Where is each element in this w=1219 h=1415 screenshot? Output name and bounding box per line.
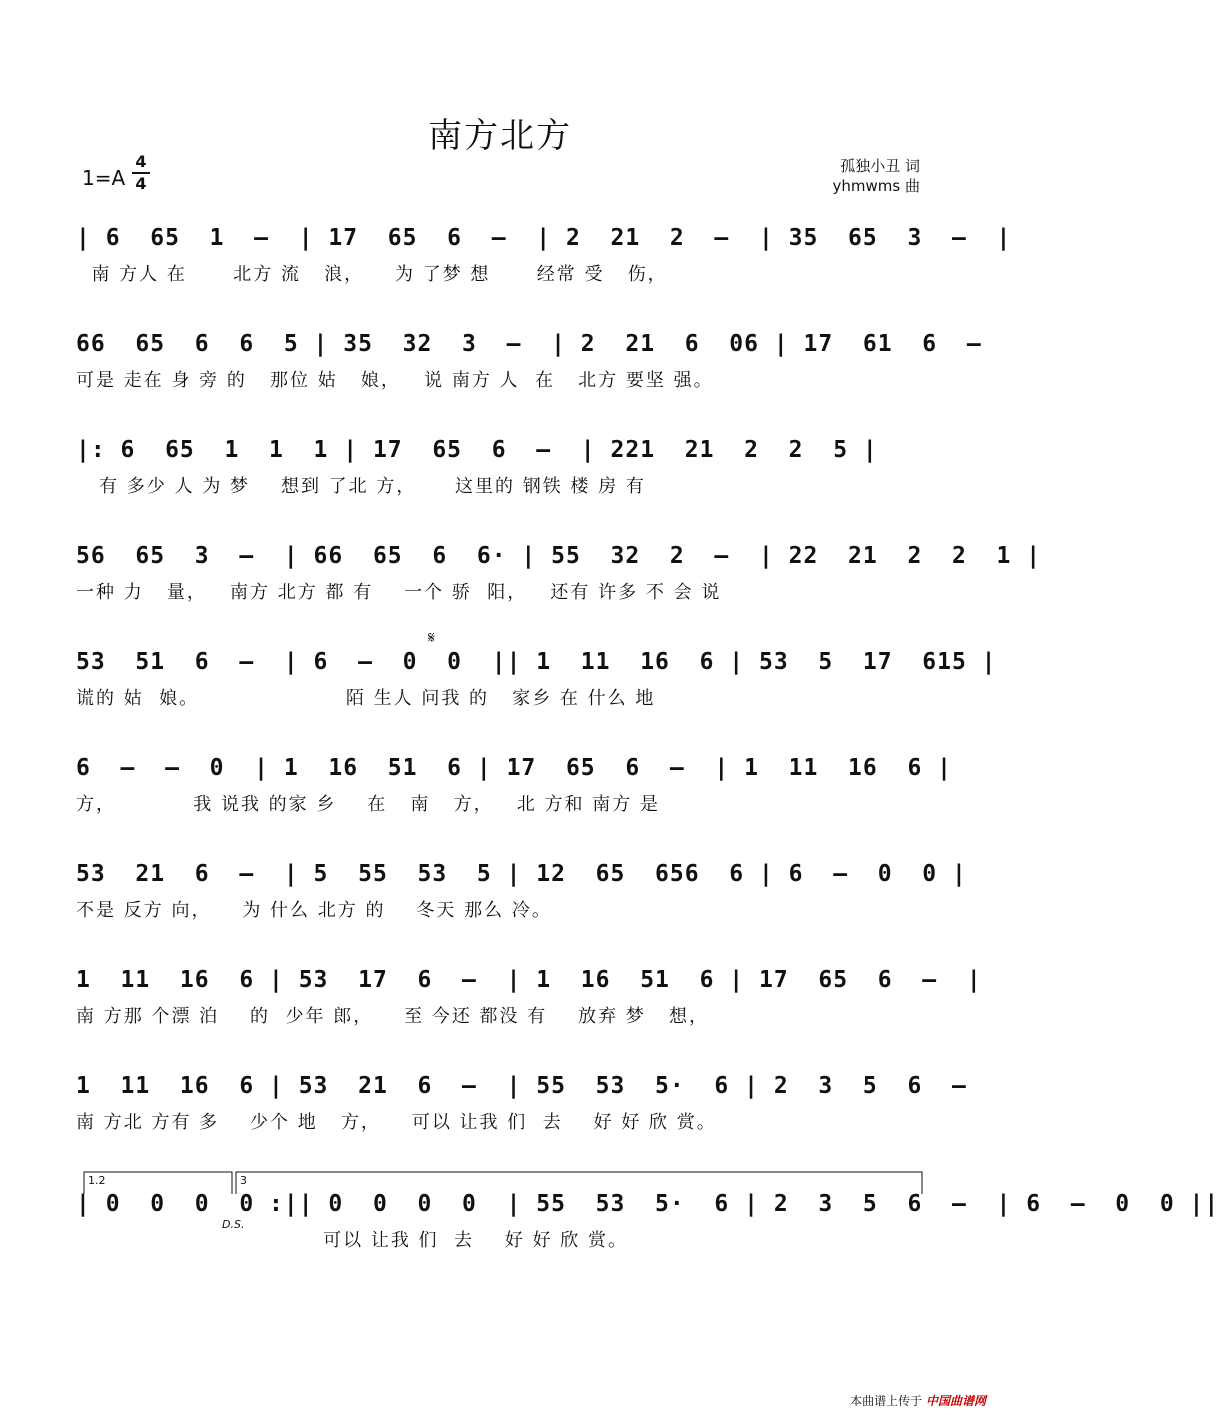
composer-credit: yhmwms 曲	[832, 177, 920, 195]
score-system-2	[0, 324, 1000, 414]
lyrics-line: 可是 走在 身 旁 的 那位 姑 娘， 说 南方 人 在 北方 要坚 强。	[76, 370, 714, 391]
score-system-4	[0, 536, 1042, 626]
key-signature: 1=A	[82, 166, 126, 190]
notation-line: |: 6 65 1 1 1 | 17 65 6 – | 221 21 2 2 5 |	[76, 437, 878, 463]
notation-line: 53 51 6 – | 6 – 0 0 || 1 11 16 6 | 53 5 17 615 |	[76, 649, 997, 675]
lyrics-line: 不是 反方 向， 为 什么 北方 的 冬天 那么 冷。	[76, 900, 552, 921]
lyrics-line: 谎的 姑 娘。 陌 生人 问我 的 家乡 在 什么 地	[76, 688, 656, 709]
notation-line: 56 65 3 – | 66 65 6 6· | 55 32 2 – | 22 21 2 2 1 |	[76, 543, 1042, 569]
segno-sign: 𝄋	[428, 628, 435, 647]
notation-line: 53 21 6 – | 5 55 53 5 | 12 65 656 6 | 6 – 0 0 |	[76, 861, 967, 887]
lyrics-line: 南 方北 方有 多 少个 地 方， 可以 让我 们 去 好 好 欣 赏。	[76, 1112, 717, 1133]
lyrics-line: 南 方那 个漂 泊 的 少年 郎， 至 今还 都没 有 放弃 梦 想，	[76, 1006, 710, 1027]
credits	[833, 156, 920, 196]
score-system-5	[0, 642, 1000, 732]
time-signature-bottom: 4	[135, 174, 147, 193]
lyrics-line: 可以 让我 们 去 好 好 欣 赏。	[76, 1230, 629, 1251]
lyrics-line: 一种 力 量， 南方 北方 都 有 一个 骄 阳， 还有 许多 不 会 说	[76, 582, 722, 603]
ds-mark: D.S.	[222, 1218, 245, 1231]
time-signature-top: 4	[135, 152, 147, 171]
time-signature	[130, 152, 152, 194]
notation-line: 6 – – 0 | 1 16 51 6 | 17 65 6 – | 1 11 16 6 |	[76, 755, 952, 781]
footer-credit	[850, 1392, 986, 1409]
score-system-8	[0, 960, 1000, 1050]
notation-line: 1 11 16 6 | 53 17 6 – | 1 16 51 6 | 17 65 6 – |	[76, 967, 982, 993]
notation-line: 1 11 16 6 | 53 21 6 – | 55 53 5· 6 | 2 3 5 6 –	[76, 1073, 967, 1099]
score-system-7	[0, 854, 1000, 944]
footer-prefix: 本曲谱上传于	[850, 1394, 923, 1408]
lyrics-line: 有 多少 人 为 梦 想到 了北 方， 这里的 钢铁 楼 房 有	[76, 476, 646, 497]
volta-1-label: 1.2	[88, 1174, 106, 1187]
score-system-3	[0, 430, 1000, 520]
notation-line: | 6 65 1 – | 17 65 6 – | 2 21 2 – | 35 65 3 – |	[76, 225, 1012, 251]
volta-2-label: 3	[240, 1174, 247, 1187]
footer-site-logo: 中国曲谱网	[925, 1394, 986, 1408]
score-system-6	[0, 748, 1000, 838]
lyrics-line: 南 方人 在 北方 流 浪， 为 了梦 想 经常 受 伤，	[76, 264, 668, 285]
notation-line: 66 65 6 6 5 | 35 32 3 – | 2 21 6 06 | 17 61 6 –	[76, 331, 982, 357]
notation-line: | 0 0 0 0 :|| 0 0 0 0 | 55 53 5· 6 | 2 3 5 6 – | 6 – 0 0 ||	[76, 1191, 1219, 1217]
score-system-9	[0, 1066, 1000, 1156]
lyricist-credit: 孤独小丑 词	[840, 157, 920, 175]
lyrics-line: 方， 我 说我 的家 乡 在 南 方， 北 方和 南方 是	[76, 794, 660, 815]
score-system-10	[0, 1184, 1219, 1274]
score-system-1	[0, 218, 1012, 308]
song-title: 南方北方	[428, 116, 572, 156]
